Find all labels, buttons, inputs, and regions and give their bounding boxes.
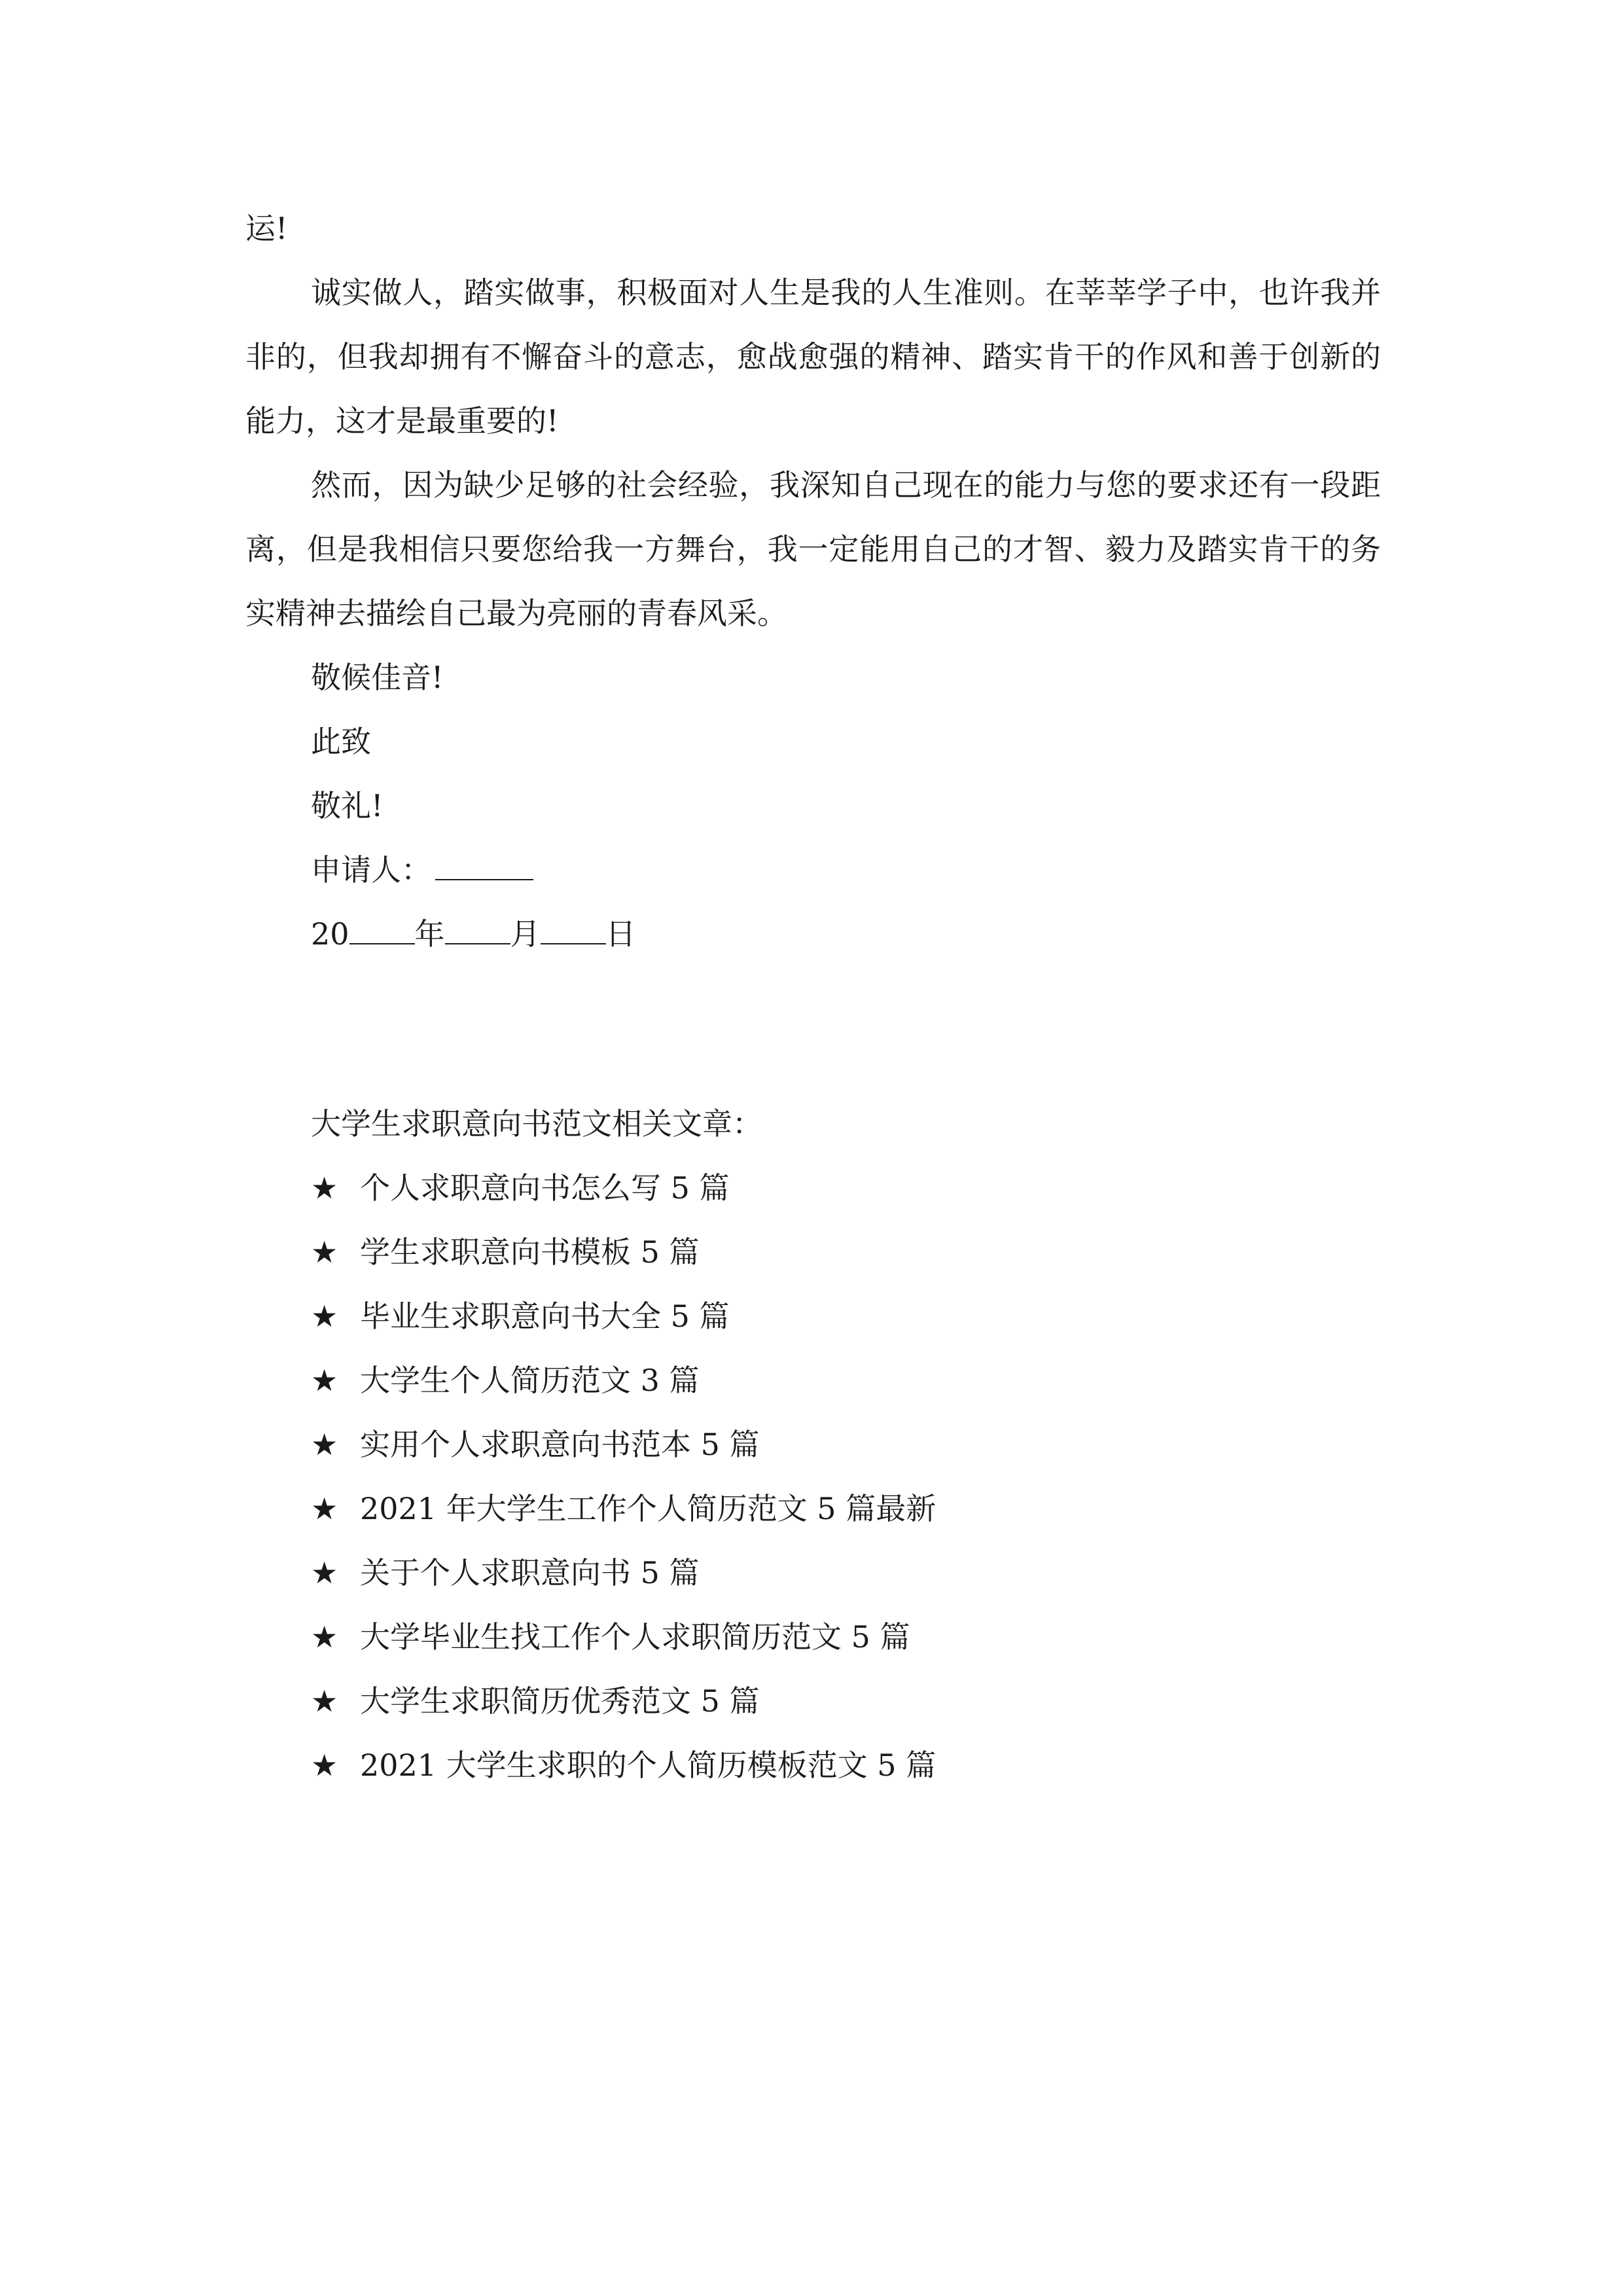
list-item[interactable] xyxy=(311,1284,1358,1348)
letter-body xyxy=(245,196,1381,966)
related-link[interactable]: 2021 大学生求职的个人简历模板范文 5 篇 xyxy=(360,1748,936,1783)
date-prefix: 20 xyxy=(311,916,349,952)
related-link[interactable]: 2021 年大学生工作个人简历范文 5 篇最新 xyxy=(360,1491,936,1526)
star-icon: ★ xyxy=(311,1491,338,1526)
related-heading: 大学生求职意向书范文相关文章： xyxy=(311,1106,762,1141)
list-item[interactable] xyxy=(311,1669,1358,1733)
star-icon: ★ xyxy=(311,1683,338,1719)
list-item[interactable] xyxy=(311,1477,1358,1541)
star-icon: ★ xyxy=(311,1748,338,1783)
date-month-label: 月 xyxy=(510,916,541,952)
date-year-label: 年 xyxy=(414,916,445,952)
date-day-label: 日 xyxy=(605,916,636,952)
related-link[interactable]: 大学生个人简历范文 3 篇 xyxy=(360,1363,700,1398)
applicant-line xyxy=(245,838,1381,902)
related-link[interactable]: 大学生求职简历优秀范文 5 篇 xyxy=(360,1683,760,1719)
list-item[interactable] xyxy=(311,1541,1358,1605)
star-icon: ★ xyxy=(311,1363,338,1398)
list-item[interactable] xyxy=(311,1605,1358,1669)
list-item[interactable] xyxy=(311,1412,1358,1477)
related-link[interactable]: 个人求职意向书怎么写 5 篇 xyxy=(360,1170,730,1206)
star-icon: ★ xyxy=(311,1619,338,1655)
star-icon: ★ xyxy=(311,1427,338,1462)
applicant-name-blank xyxy=(435,853,533,880)
list-item[interactable] xyxy=(311,1220,1358,1284)
year-blank xyxy=(349,917,415,944)
applicant-label: 申请人： xyxy=(311,852,431,888)
star-icon: ★ xyxy=(311,1170,338,1206)
paragraph-fragment: 运! xyxy=(245,211,288,246)
month-blank xyxy=(445,917,510,944)
date-line xyxy=(245,902,1381,966)
star-icon: ★ xyxy=(311,1234,338,1270)
list-item[interactable] xyxy=(311,1156,1358,1220)
related-link[interactable]: 毕业生求职意向书大全 5 篇 xyxy=(360,1299,730,1334)
list-item[interactable] xyxy=(311,1733,1358,1797)
star-icon: ★ xyxy=(311,1299,338,1334)
day-blank xyxy=(541,917,606,944)
related-link[interactable]: 关于个人求职意向书 5 篇 xyxy=(360,1555,700,1590)
closing-line: 敬候佳音! xyxy=(311,660,444,695)
salutation-line-1: 此致 xyxy=(311,724,371,759)
paragraph-principles: 诚实做人，踏实做事，积极面对人生是我的人生准则。在莘莘学子中，也许我并非的，但我却拥有不懈奋斗的意志，愈战愈强的精神、踏实肯干的作风和善于创新的能力，这才是最重要的! xyxy=(245,275,1381,439)
star-icon: ★ xyxy=(311,1555,338,1590)
paragraph-experience: 然而，因为缺少足够的社会经验，我深知自己现在的能力与您的要求还有一段距离，但是我相信只要您给我一方舞台，我一定能用自己的才智、毅力及踏实肯干的务实精神去描绘自己最为亮丽的青春风采。 xyxy=(245,467,1381,631)
related-articles xyxy=(311,1092,1358,1797)
related-list xyxy=(311,1156,1358,1797)
list-item[interactable] xyxy=(311,1348,1358,1412)
salutation-line-2: 敬礼! xyxy=(311,788,383,823)
related-link[interactable]: 学生求职意向书模板 5 篇 xyxy=(360,1234,700,1270)
related-link[interactable]: 实用个人求职意向书范本 5 篇 xyxy=(360,1427,760,1462)
related-link[interactable]: 大学毕业生找工作个人求职简历范文 5 篇 xyxy=(360,1619,910,1655)
